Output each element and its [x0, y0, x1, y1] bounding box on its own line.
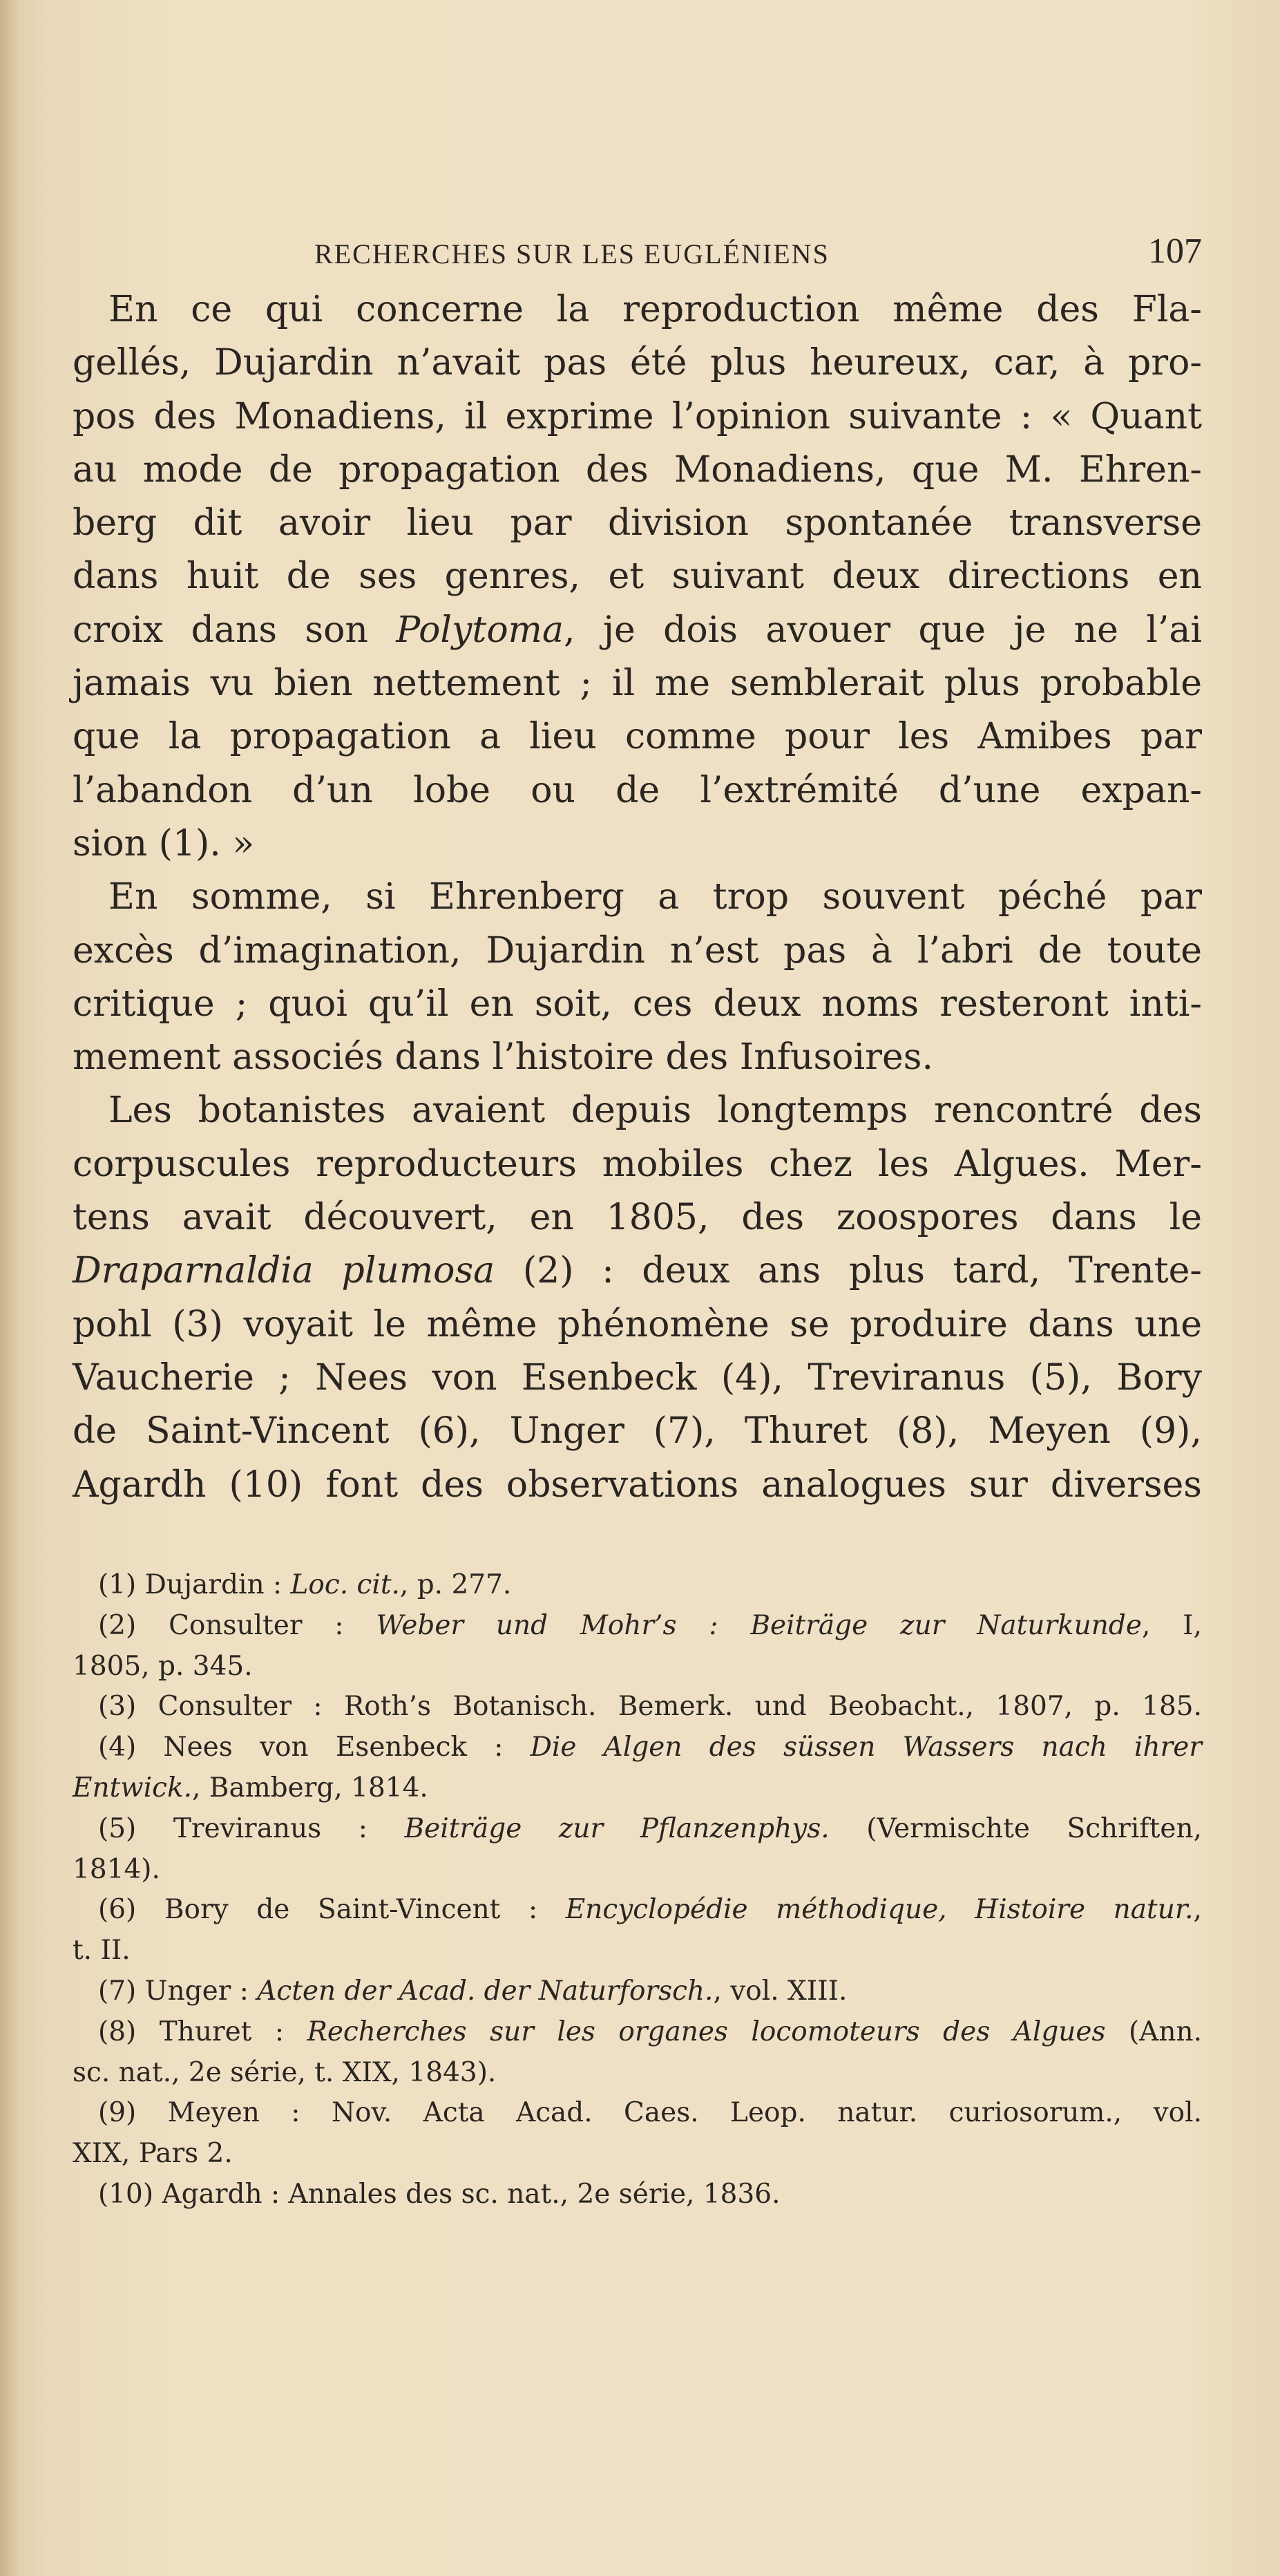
- footnote-8: [73, 2012, 1202, 2053]
- line-text: dans huit de ses genres, et suivant deux directions en: [73, 556, 1202, 598]
- text-line: [73, 1031, 1202, 1084]
- footnote-text: , I,: [1141, 1609, 1202, 1641]
- text-line: [73, 871, 1202, 924]
- text-line: [73, 550, 1202, 603]
- text-line: [73, 1405, 1202, 1458]
- footnote-italic: Beiträge zur Pflanzenphys.: [404, 1812, 830, 1844]
- page-header: [107, 231, 1202, 276]
- footnote-text: (Vermischte Schriften,: [829, 1812, 1202, 1844]
- line-text: En ce qui concerne la reproduction même des Fla-: [108, 289, 1202, 330]
- footnote-text: (5) Treviranus :: [98, 1812, 405, 1844]
- footnote-text: t. II.: [73, 1935, 131, 1967]
- line-text: Vaucherie ; Nees von Esenbeck (4), Treviranus (5), Bory: [73, 1356, 1202, 1399]
- footnote-text: (8) Thuret :: [98, 2016, 307, 2047]
- footnote-text: (9) Meyen : Nov. Acta Acad. Caes. Leop. natur. curiosorum., vol.: [98, 2097, 1202, 2129]
- line-text: critique ; quoi qu’il en soit, ces deux noms resteront inti-: [73, 983, 1202, 1025]
- footnote-text: XIX, Pars 2.: [73, 2138, 233, 2170]
- footnote-text: (7) Unger :: [98, 1975, 258, 2007]
- line-text: excès d’imagination, Dujardin n’est pas à l’abri de toute: [73, 929, 1202, 972]
- footnote-text: (10) Agardh : Annales des sc. nat., 2e série, 1836.: [98, 2178, 781, 2210]
- text-line: [73, 497, 1202, 550]
- text-line: [73, 925, 1202, 978]
- text-line: [73, 444, 1202, 497]
- line-text: pos des Monadiens, il exprime l’opinion suivante : « Quant: [73, 395, 1202, 437]
- text-line: [73, 1138, 1202, 1191]
- text-line: [73, 1084, 1202, 1137]
- footnote-text: , vol. XIII.: [713, 1975, 848, 2007]
- footnote-text: (Ann.: [1105, 2016, 1202, 2047]
- footnote-italic: Die Algen des süssen Wassers nach ihrer: [530, 1732, 1203, 1763]
- footnote-text: , Bamberg, 1814.: [192, 1772, 428, 1803]
- text-line: [73, 1191, 1202, 1244]
- text-line: [73, 764, 1202, 817]
- line-text: croix dans son: [73, 609, 397, 651]
- line-text: Agardh (10) font des observations analogues sur diverses: [73, 1464, 1202, 1506]
- text-line: [73, 1298, 1202, 1352]
- footnote-6: [73, 1890, 1202, 1931]
- text-line: [73, 604, 1202, 657]
- footnote-italic: Entwick.: [73, 1772, 192, 1803]
- body-text: [73, 283, 1202, 1512]
- footnote-3: [73, 1687, 1202, 1727]
- line-text: sion (1). »: [73, 822, 255, 864]
- footnote-10: [73, 2175, 1202, 2215]
- line-text: pohl (3) voyait le même phénomène se produire dans une: [73, 1303, 1202, 1345]
- footnote-text: (4) Nees von Esenbeck :: [98, 1732, 531, 1763]
- footnote-text: 1805, p. 345.: [73, 1650, 253, 1682]
- footnote-italic: Encyclopédie méthodique, Histoire natur.: [565, 1894, 1194, 1926]
- binding-shadow: [0, 0, 19, 2576]
- footnote-8-cont: [73, 2053, 1202, 2094]
- footnote-5: [73, 1809, 1202, 1850]
- footnote-italic: Recherches sur les organes locomoteurs des Algues: [307, 2016, 1106, 2047]
- footnote-italic: Loc. cit.: [290, 1569, 400, 1600]
- line-text: Les botanistes avaient depuis longtemps rencontré des: [108, 1090, 1202, 1132]
- text-line: [73, 817, 1202, 871]
- running-head: RECHERCHES SUR LES EUGLÉNIENS: [314, 238, 830, 269]
- line-text: l’abandon d’un lobe ou de l’extrémité d’une expan-: [73, 769, 1202, 811]
- text-line: [73, 283, 1202, 337]
- text-line: [73, 1352, 1202, 1405]
- line-text: gellés, Dujardin n’avait pas été plus heureux, car, à pro-: [73, 342, 1202, 384]
- line-text: au mode de propagation des Monadiens, que M. Ehren-: [73, 448, 1202, 491]
- footnote-1: [73, 1565, 1202, 1606]
- footnote-6-cont: [73, 1931, 1202, 1971]
- footnote-text: (1) Dujardin :: [98, 1569, 291, 1600]
- line-text: mement associés dans l’histoire des Infusoires.: [73, 1036, 933, 1079]
- line-text: jamais vu bien nettement ; il me semblerait plus probable: [73, 663, 1202, 705]
- footnote-text: (6) Bory de Saint-Vincent :: [98, 1894, 566, 1926]
- text-line: [73, 337, 1202, 390]
- footnote-2-cont: [73, 1647, 1202, 1687]
- italic-term: Draparnaldia plumosa: [73, 1250, 495, 1292]
- footnote-5-cont: [73, 1850, 1202, 1891]
- text-line: [73, 1459, 1202, 1512]
- line-text: corpuscules reproducteurs mobiles chez les Algues. Mer-: [73, 1143, 1202, 1185]
- footnote-text: ,: [1193, 1894, 1202, 1926]
- line-text: que la propagation a lieu comme pour les Amibes par: [73, 716, 1202, 758]
- text-line: [73, 657, 1202, 710]
- footnote-text: (3) Consulter : Roth’s Botanisch. Bemerk. und Beobacht., 1807, p. 185.: [98, 1691, 1202, 1723]
- footnote-9: [73, 2093, 1202, 2134]
- footnote-text: , p. 277.: [399, 1569, 512, 1600]
- footnote-text: (2) Consulter :: [98, 1609, 376, 1641]
- footnote-9-cont: [73, 2134, 1202, 2175]
- footnote-italic: Weber und Mohr’s : Beiträge zur Naturkunde: [376, 1609, 1142, 1641]
- text-line: [73, 710, 1202, 764]
- text-line: [73, 978, 1202, 1031]
- line-text: En somme, si Ehrenberg a trop souvent péché par: [108, 876, 1202, 918]
- footnote-text: 1814).: [73, 1853, 160, 1885]
- line-text: tens avait découvert, en 1805, des zoospores dans le: [73, 1197, 1202, 1239]
- italic-term: Polytoma: [396, 609, 564, 651]
- page-number: 107: [1148, 231, 1202, 271]
- line-text: de Saint-Vincent (6), Unger (7), Thuret (8), Meyen (9),: [73, 1410, 1202, 1452]
- footnote-text: sc. nat., 2e série, t. XIX, 1843).: [73, 2056, 497, 2088]
- footnotes: [73, 1565, 1202, 2215]
- line-text: berg dit avoir lieu par division spontanée transverse: [73, 502, 1202, 544]
- line-text: , je dois avouer que je ne l’ai: [563, 609, 1203, 651]
- line-text: (2) : deux ans plus tard, Trente-: [495, 1250, 1202, 1292]
- footnote-4: [73, 1727, 1202, 1768]
- text-line: [73, 390, 1202, 444]
- footnote-italic: Acten der Acad. der Naturforsch.: [257, 1975, 714, 2007]
- footnote-4-cont: [73, 1768, 1202, 1809]
- footnote-2: [73, 1606, 1202, 1647]
- footnote-7: [73, 1971, 1202, 2012]
- text-line: [73, 1244, 1202, 1298]
